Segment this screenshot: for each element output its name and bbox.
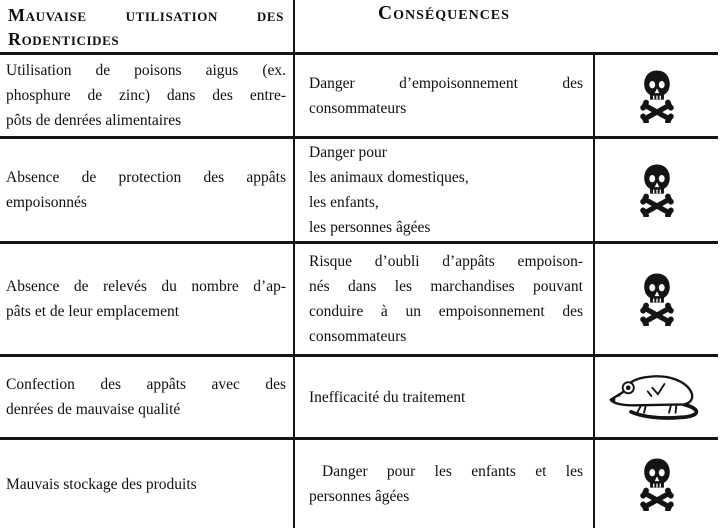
consequence-cell <box>293 52 593 136</box>
text-line: denrées de mauvaise qualité <box>6 401 181 418</box>
header-spacer <box>593 0 718 52</box>
icon-cell <box>593 241 718 354</box>
text-line: pâts et de leur emplacement <box>6 303 180 320</box>
icon-cell <box>593 437 718 528</box>
text-line: les enfants, <box>309 194 379 211</box>
rat-icon <box>606 369 708 425</box>
header-line: Mauvaise utilisation des <box>8 5 284 25</box>
text-line: personnes âgées <box>309 488 410 505</box>
text-line: consommateurs <box>309 328 407 345</box>
text-line: Confection des appâts avec des <box>6 376 286 393</box>
text-line: conduire à un empoisonnement des <box>309 303 583 320</box>
text-line: les personnes âgées <box>309 219 431 236</box>
misuse-cell <box>0 354 293 437</box>
text-line: pôts de denrées alimentaires <box>6 112 182 129</box>
skull-crossbones-icon <box>635 457 679 511</box>
text-line: Inefficacité du traitement <box>309 388 466 406</box>
misuse-cell <box>0 52 293 136</box>
text-line: nés dans les marchandises pouvant <box>309 278 583 295</box>
misuse-cell <box>0 136 293 241</box>
icon-cell <box>593 52 718 136</box>
skull-crossbones-icon <box>635 69 679 123</box>
misuse-cell <box>0 241 293 354</box>
skull-crossbones-icon <box>635 163 679 217</box>
text-line: Danger d’empoisonnement des <box>309 74 583 92</box>
consequence-cell <box>293 136 593 241</box>
text-line: Utilisation de poisons aigus (ex. <box>6 62 286 79</box>
text-line: Absence de protection des appâts <box>6 169 286 186</box>
icon-cell <box>593 354 718 437</box>
header-line: Rodenticides <box>8 29 120 49</box>
text-line: Absence de relevés du nombre d’ap- <box>6 278 286 295</box>
text-line: les animaux domestiques, <box>309 169 469 186</box>
text-line: Mauvais stockage des produits <box>6 475 197 493</box>
misuse-cell <box>0 437 293 528</box>
header-text: Conséquences <box>378 3 510 24</box>
text-line: phosphure de zinc) dans des entre- <box>6 87 286 104</box>
consequence-cell <box>293 437 593 528</box>
text-line: consommateurs <box>309 99 407 117</box>
text-line: empoisonnés <box>6 194 87 211</box>
column-header-consequences <box>293 0 593 52</box>
skull-crossbones-icon <box>635 272 679 326</box>
text-line: Danger pour <box>309 144 387 161</box>
column-header-misuse <box>0 0 293 52</box>
consequence-cell <box>293 241 593 354</box>
text-line: Danger pour les enfants et les <box>322 463 583 480</box>
icon-cell <box>593 136 718 241</box>
text-line: Risque d’oubli d’appâts empoison- <box>309 253 583 270</box>
consequence-cell <box>293 354 593 437</box>
